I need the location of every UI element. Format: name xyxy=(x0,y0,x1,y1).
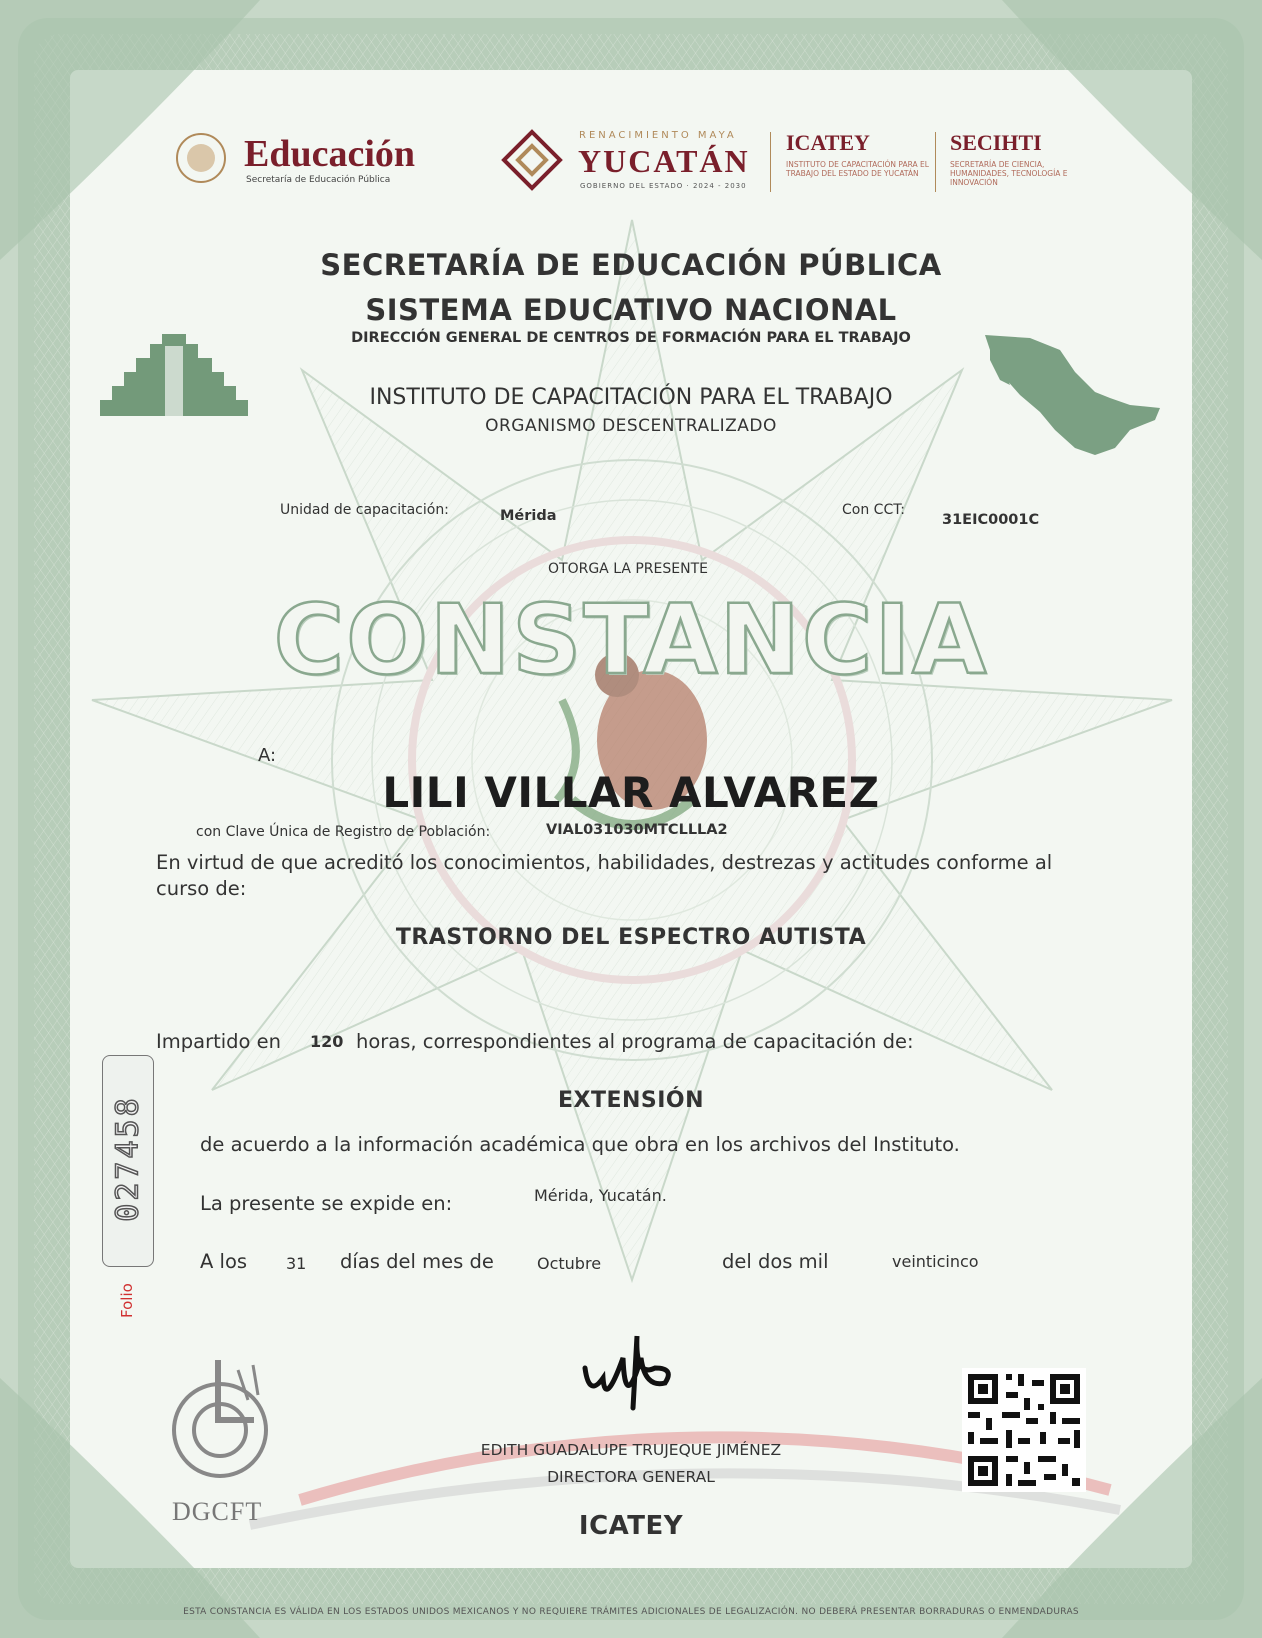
dgcft-label: DGCFT xyxy=(172,1497,263,1526)
curp-value: VIAL031030MTCLLLA2 xyxy=(546,822,728,838)
unit-value: Mérida xyxy=(500,508,557,524)
place-value: Mérida, Yucatán. xyxy=(534,1186,667,1205)
yucatan-subtitle: GOBIERNO DEL ESTADO · 2024 - 2030 xyxy=(580,182,747,190)
program-hours: 120 xyxy=(310,1032,344,1051)
sep-logo-name: Educación xyxy=(244,133,416,175)
icatey-logo-name: ICATEY xyxy=(786,130,870,155)
issue-day: 31 xyxy=(286,1254,307,1273)
recipient-label: A: xyxy=(258,745,277,766)
body-line-1: En virtud de que acreditó los conocimientos, habilidades, destrezas y actitudes conforme al xyxy=(156,851,1053,874)
signer-name: EDITH GUADALUPE TRUJEQUE JIMÉNEZ xyxy=(480,1441,782,1459)
title-instituto: INSTITUTO DE CAPACITACIÓN PARA EL TRABAJO xyxy=(369,385,893,410)
unit-label: Unidad de capacitación: xyxy=(280,502,449,518)
signature-mark xyxy=(575,1328,685,1418)
program-post: horas, correspondientes al programa de capacitación de: xyxy=(356,1030,914,1053)
place-label: La presente se expide en: xyxy=(200,1192,453,1215)
yucatan-emblem-icon xyxy=(500,128,564,192)
otorga-text: OTORGA LA PRESENTE xyxy=(548,561,708,577)
body-line-2: curso de: xyxy=(156,877,247,900)
curp-label: con Clave Única de Registro de Población: xyxy=(196,824,491,840)
title-direccion: DIRECCIÓN GENERAL DE CENTROS DE FORMACIÓN PARA EL TRABAJO xyxy=(351,330,911,346)
cct-label: Con CCT: xyxy=(842,502,905,518)
dos-mil-label: del dos mil xyxy=(722,1250,829,1273)
issue-year: veinticinco xyxy=(892,1252,979,1271)
program-pre: Impartido en xyxy=(156,1030,282,1053)
title-sep: SECRETARÍA DE EDUCACIÓN PÚBLICA xyxy=(320,248,942,282)
constancia-title: CONSTANCIA xyxy=(273,584,989,696)
dias-mes-label: días del mes de xyxy=(340,1250,494,1273)
cct-value: 31EIC0001C xyxy=(942,512,1040,528)
mexico-coat-of-arms-icon xyxy=(176,130,226,186)
program-note: de acuerdo a la información académica que obra en los archivos del Instituto. xyxy=(200,1133,960,1156)
folio-box xyxy=(102,1055,154,1267)
issue-month: Octubre xyxy=(537,1254,602,1273)
folio-label: Folio xyxy=(118,1283,136,1318)
signer-role: DIRECTORA GENERAL xyxy=(547,1468,715,1486)
a-los-label: A los xyxy=(200,1250,248,1273)
folio-number: 027458 xyxy=(110,1095,146,1222)
course-name: TRASTORNO DEL ESPECTRO AUTISTA xyxy=(395,925,867,950)
program-name: EXTENSIÓN xyxy=(557,1088,705,1113)
sep-logo-subtitle: Secretaría de Educación Pública xyxy=(246,175,391,185)
logo-divider xyxy=(935,132,936,192)
yucatan-tagline: RENACIMIENTO MAYA xyxy=(579,130,737,141)
recipient-name: LILI VILLAR ALVAREZ xyxy=(382,768,880,817)
secihti-logo-name: SECIHTI xyxy=(950,130,1042,155)
signer-org: ICATEY xyxy=(578,1511,684,1541)
logo-divider xyxy=(770,132,771,192)
secihti-logo-subtitle: SECRETARÍA DE CIENCIA, HUMANIDADES, TECNOLOGÍA E INNOVACIÓN xyxy=(950,160,1068,187)
title-sistema: SISTEMA EDUCATIVO NACIONAL xyxy=(365,293,897,327)
icatey-logo-subtitle: INSTITUTO DE CAPACITACIÓN PARA EL TRABAJO DEL ESTADO DE YUCATÁN xyxy=(786,160,929,178)
footer-legal-text: ESTA CONSTANCIA ES VÁLIDA EN LOS ESTADOS UNIDOS MEXICANOS Y NO REQUIERE TRÁMITES ADICIONALES DE LEGALIZACIÓN. NO DEBERÁ PRESENTAR BORRADURAS O ENMENDADURAS xyxy=(183,1607,1079,1617)
yucatan-name: YUCATÁN xyxy=(578,143,750,179)
qr-code xyxy=(962,1368,1086,1492)
title-organismo: ORGANISMO DESCENTRALIZADO xyxy=(485,416,777,436)
